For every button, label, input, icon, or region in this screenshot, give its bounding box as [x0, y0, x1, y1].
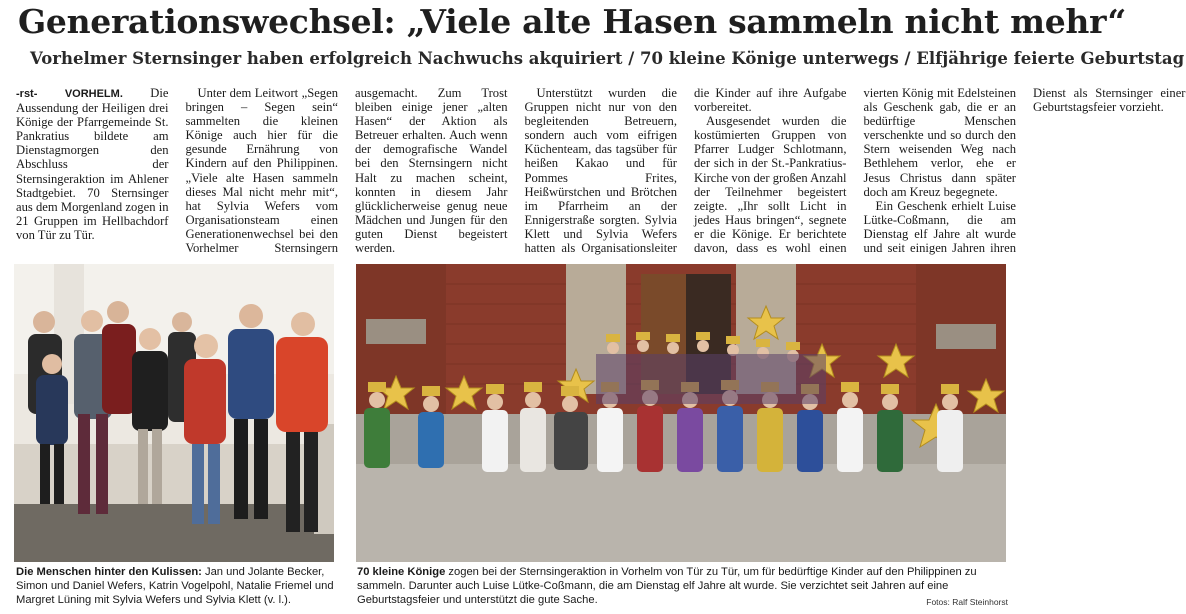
caption-text: Jan und Jolante Becker, Simon und Daniel Wefers, Katrin Vogelpohl, Natalie Friemel und Margret Lüning mit Sylvia Wefers und Sylvia Klett (v. l.). [16, 566, 334, 606]
caption-organisers [16, 566, 336, 607]
photo-sternsinger [356, 264, 1006, 562]
subheadline: Vorhelmer Sternsinger haben erfolgreich Nachwuchs akquiriert / 70 kleine Könige unterwegs / Elfjährige feierte Geburtstag [30, 49, 1185, 68]
byline: -rst- [16, 88, 38, 100]
headline: Generationswechsel: „Viele alte Hasen sammeln nicht mehr“ [18, 2, 1127, 41]
article-paragraph-4: Ausgesendet wurden die kostümierten Gruppen von Pfarrer Ludger Schlotmann, der sich in der St.-Pankratius-Kirche von der großen Anzahl der Teilnehmer begeistert zeigte. „Ihr sollt Licht in jedes Haus bringen“, segnete er die Könige. Er berichtete davon, dass es wohl einen vierten König mit Edelsteinen als Geschenk gab, die er an bedürftige Menschen verschenkte und so durch den Stern weisenden Weg nach Bethlehem verlor, ehe er Jesus Christus dann später doch am Kreuz begegnete. [694, 86, 1016, 256]
article-paragraph-2: Unter dem Leitwort „Segen bringen – Segen sein“ sammelten die kleinen Könige auch hier für die gesunde Ernährung von Kindern auf den Philippinen. „Viele alte Hasen sammeln dieses Mal nicht mehr mit“, hat Sylvia Wefers vom Organisationsteam einen Generationenwechsel bei den Vorhelmer Sternsingern ausgemacht. Zum Trost bleiben einige jener „alten Hasen“ der Aktion als Betreuer erhalten. Auch wenn der demografische Wandel bei den Sternsingern nicht Halt zu machen scheint, konnten in diesem Jahr glücklicherweise genug neue Mädchen und Jungen für den guten Dienst begeistert werden. [185, 86, 508, 256]
photo-credit: Fotos: Ralf Steinhorst [926, 597, 1008, 607]
caption-lead: Die Menschen hinter den Kulissen: [16, 566, 202, 578]
article-paragraph-5: Ein Geschenk erhielt Luise Lütke-Coßmann, die am Dienstag elf Jahre alt wurde und seit einigen Jahren ihren Dienst als Sternsinger einer Geburtstagsfeier vorzieht. [863, 86, 1186, 256]
article-body [16, 86, 1186, 258]
photo-sternsinger-illustration [356, 264, 1006, 562]
caption-text: zogen bei der Sternsingeraktion in Vorhelm von Tür zu Tür, um für bedürftige Kinder auf den Philippinen zu sammeln. Darunter auch Luise Lütke-Coßmann, die am Dienstag elf Jahre alt wurde. Sie verzichtet seit Jahren auf eine Geburtstagsfeier und unterstützt die gute Sache. [357, 566, 977, 606]
paragraph-text: Die Aussendung der Heiligen drei Könige der Pfarrgemeinde St. Pankratius bildete am Dienstagmorgen den Abschluss der Sternsingeraktion im Ahlener Stadtgebiet. 70 Sternsinger aus dem Morgenland zogen in 21 Gruppen im Hellbachdorf von Tür zu Tür. [16, 86, 169, 242]
dateline: VORHELM. [64, 88, 123, 100]
article-paragraph-1 [16, 86, 169, 242]
article-paragraph-3: Unterstützt wurden die Gruppen nicht nur von den begleitenden Betreuern, sondern auch vom eifrigen Küchenteam, das tagsüber für heißen Kakao und für Pommes Frites, Heißwürstchen und Brötchen im Pfarrheim an der Ennigerstraße sorgten. Sylvia Klett und Sylvia Wefers hatten als Organisationsleiter die Kinder auf ihre Aufgabe vorbereitet. [524, 86, 847, 256]
caption-lead: 70 kleine Könige [357, 566, 446, 578]
photo-organisers-illustration [14, 264, 334, 562]
caption-sternsinger [357, 566, 1007, 607]
photo-organisers [14, 264, 334, 562]
